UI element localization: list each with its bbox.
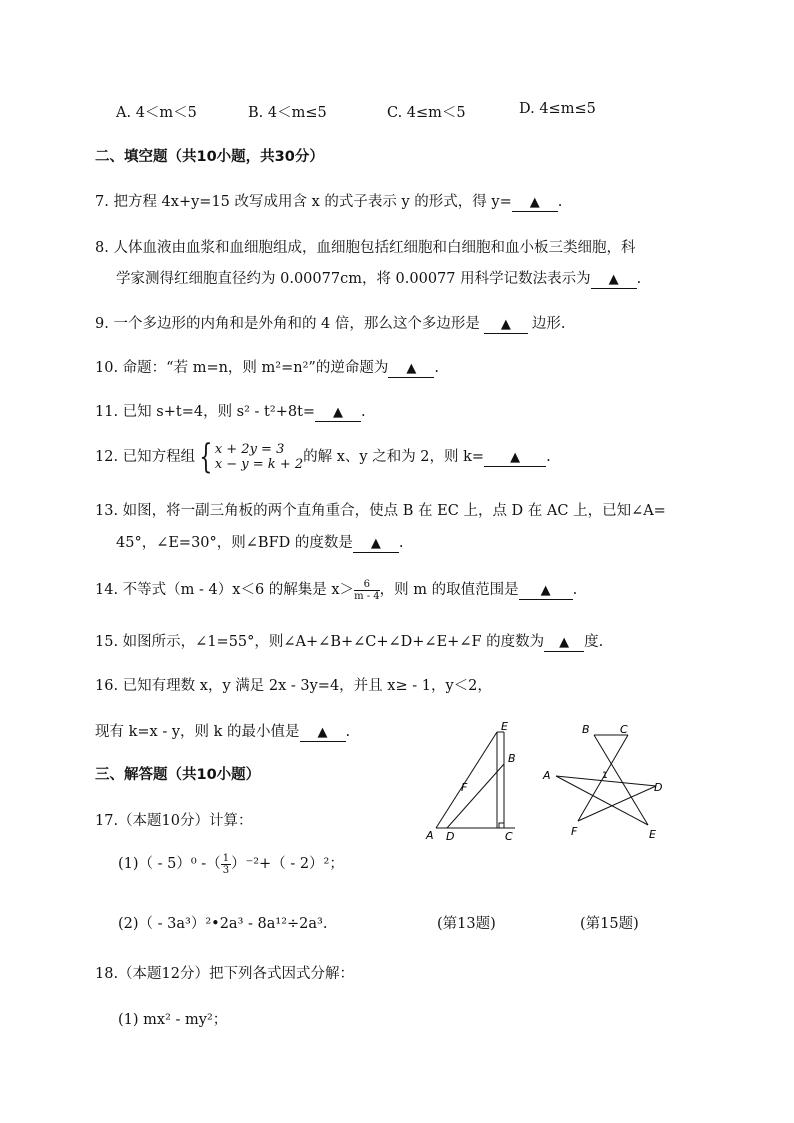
line-ae bbox=[436, 732, 497, 828]
angle-1-label: 1 bbox=[602, 771, 608, 781]
fraction-numerator: 1 bbox=[222, 852, 230, 864]
q12-text-mid: 的解 x、y 之和为 2，则 k= bbox=[303, 449, 485, 465]
question-13-line1: 13. 如图，将一副三角板的两个直角重合，使点 B 在 EC 上，点 D 在 AC 上，已知∠A= bbox=[95, 503, 666, 519]
point-e-label: E bbox=[649, 828, 656, 841]
q13-text: 45°，∠E=30°，则∠BFD 的度数是 bbox=[116, 535, 353, 551]
q10-end: . bbox=[434, 360, 439, 376]
blank-triangle-icon: ▲ bbox=[500, 317, 511, 332]
q16-end: . bbox=[345, 724, 351, 740]
question-11 bbox=[95, 400, 366, 422]
q16-text: 现有 k=x - y，则 k 的最小值是 bbox=[95, 724, 300, 740]
equation-2: x − y = k + 2 bbox=[214, 457, 304, 472]
question-16-line2 bbox=[95, 720, 350, 742]
q16-answer-blank bbox=[300, 724, 346, 742]
equation-1: x + 2y = 3 bbox=[214, 442, 285, 457]
q15-answer-blank bbox=[544, 634, 584, 652]
question-8-line2 bbox=[116, 267, 641, 289]
question-13-line2 bbox=[116, 531, 404, 553]
point-a-label: A bbox=[426, 829, 434, 842]
brace-symbol: { bbox=[199, 437, 213, 477]
q17-p1-text-end: ）⁻²+（ - 2）²； bbox=[231, 856, 344, 872]
blank-triangle-icon: ▲ bbox=[529, 195, 540, 210]
blank-triangle-icon: ▲ bbox=[406, 361, 417, 376]
line-db bbox=[447, 764, 504, 828]
q10-answer-blank bbox=[388, 360, 434, 378]
q14-answer-blank bbox=[519, 582, 573, 600]
equation-system bbox=[195, 437, 304, 477]
blank-triangle-icon: ▲ bbox=[608, 272, 619, 287]
q11-answer-blank bbox=[315, 404, 361, 422]
q14-text: 14. 不等式（m - 4）x＜6 的解集是 x＞ bbox=[95, 582, 355, 598]
question-18-part1: (1) mx² - my²； bbox=[118, 1012, 228, 1028]
q17-p1-text: (1)（ - 5）⁰ -（ bbox=[118, 856, 221, 872]
q11-text: 11. 已知 s+t=4，则 s² - t²+8t= bbox=[95, 404, 316, 420]
point-d-label: D bbox=[446, 830, 455, 843]
point-b-label: B bbox=[582, 723, 590, 736]
fraction-denominator: m - 4 bbox=[354, 590, 380, 602]
fraction bbox=[354, 579, 380, 602]
equation-lines bbox=[215, 442, 303, 472]
question-10 bbox=[95, 356, 439, 378]
q15-text: 15. 如图所示，∠1=55°，则∠A+∠B+∠C+∠D+∠E+∠F 的度数为 bbox=[95, 634, 545, 650]
q11-end: . bbox=[361, 404, 366, 420]
q7-answer-blank bbox=[512, 194, 558, 212]
question-12 bbox=[95, 437, 551, 477]
option-a: A. 4＜m＜5 bbox=[116, 105, 197, 121]
question-7 bbox=[95, 190, 562, 212]
blank-triangle-icon: ▲ bbox=[540, 583, 551, 598]
point-b-label: B bbox=[508, 752, 516, 765]
point-c-label: C bbox=[620, 723, 628, 736]
q14-text-mid: ，则 m 的取值范围是 bbox=[379, 582, 519, 598]
point-f-label: F bbox=[571, 825, 578, 838]
blank-triangle-icon: ▲ bbox=[317, 725, 328, 740]
fraction-denominator: 3 bbox=[222, 864, 230, 876]
figure-13-caption: (第13题) bbox=[437, 916, 496, 932]
question-8-line1: 8. 人体血液由血浆和血细胞组成，血细胞包括红细胞和白细胞和血小板三类细胞，科 bbox=[95, 240, 636, 256]
section-heading-fill-blank: 二、填空题（共10小题，共30分） bbox=[95, 149, 324, 165]
blank-triangle-icon: ▲ bbox=[370, 536, 381, 551]
q12-answer-blank bbox=[484, 449, 546, 467]
question-17-part2: (2)（ - 3a³）²•2a³ - 8a¹²÷2a³. bbox=[118, 916, 328, 932]
blank-triangle-icon: ▲ bbox=[510, 450, 521, 465]
q7-end: . bbox=[557, 194, 563, 210]
q8-answer-blank bbox=[591, 271, 637, 289]
question-17-title: 17.（本题10分）计算： bbox=[95, 813, 253, 829]
point-c-label: C bbox=[505, 830, 513, 843]
q8-end: . bbox=[636, 271, 642, 287]
q9-text: 9. 一个多边形的内角和是外角和的 4 倍，那么这个多边形是 bbox=[95, 316, 480, 332]
q13-answer-blank bbox=[353, 535, 399, 553]
q14-end: . bbox=[572, 582, 578, 598]
blank-triangle-icon: ▲ bbox=[333, 405, 344, 420]
point-a-label: A bbox=[543, 769, 551, 782]
q13-end: . bbox=[398, 535, 404, 551]
point-f-label: F bbox=[461, 781, 468, 794]
q7-text: 7. 把方程 4x+y=15 改写成用含 x 的式子表示 y 的形式，得 y= bbox=[95, 194, 512, 210]
q12-end: . bbox=[546, 449, 551, 465]
q8-text: 学家测得红细胞直径约为 0.00077cm，将 0.00077 用科学记数法表示为 bbox=[116, 271, 591, 287]
fraction bbox=[221, 853, 231, 876]
right-angle-mark bbox=[499, 823, 504, 828]
figure-15-diagram bbox=[538, 718, 678, 848]
q15-end: 度. bbox=[584, 634, 604, 650]
option-d: D. 4≤m≤5 bbox=[519, 101, 596, 117]
section-heading-answer: 三、解答题（共10小题） bbox=[95, 767, 261, 783]
question-18-title: 18.（本题12分）把下列各式因式分解： bbox=[95, 966, 355, 982]
figure-13-diagram bbox=[420, 718, 530, 848]
question-14 bbox=[95, 578, 577, 602]
q10-text: 10. 命题：“若 m=n，则 m²=n²”的逆命题为 bbox=[95, 360, 389, 376]
q9-answer-blank bbox=[484, 316, 528, 334]
figure-15-caption: (第15题) bbox=[580, 916, 639, 932]
fraction-numerator: 6 bbox=[354, 579, 380, 591]
q9-end: 边形. bbox=[531, 316, 566, 332]
option-b: B. 4＜m≤5 bbox=[248, 105, 327, 121]
question-16-line1: 16. 已知有理数 x，y 满足 2x - 3y=4，并且 x≥ - 1，y＜2， bbox=[95, 678, 492, 694]
option-c: C. 4≤m＜5 bbox=[387, 105, 466, 121]
line-df bbox=[578, 786, 656, 821]
question-9 bbox=[95, 312, 566, 334]
point-e-label: E bbox=[501, 720, 508, 733]
question-15 bbox=[95, 630, 603, 652]
question-17-part1 bbox=[118, 852, 344, 876]
point-d-label: D bbox=[654, 781, 663, 794]
blank-triangle-icon: ▲ bbox=[559, 635, 570, 650]
q12-text: 12. 已知方程组 bbox=[95, 449, 196, 465]
